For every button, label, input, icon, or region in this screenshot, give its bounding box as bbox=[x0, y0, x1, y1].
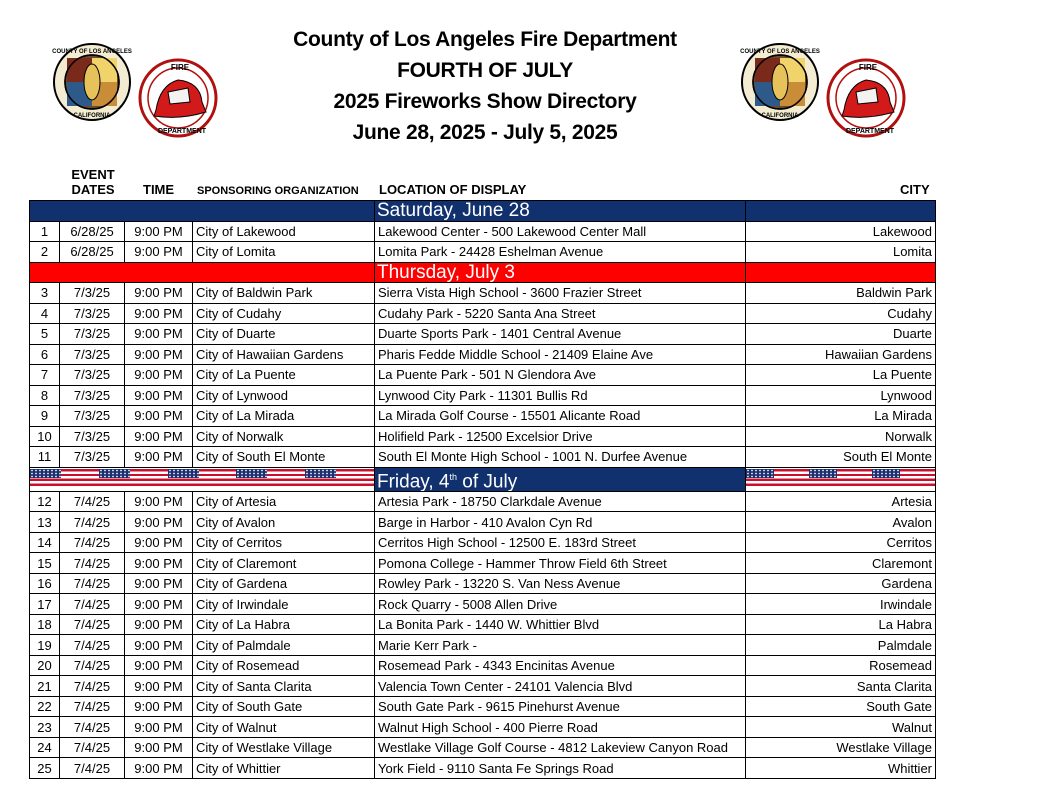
event-date: 7/4/25 bbox=[60, 512, 125, 533]
table-row bbox=[30, 221, 936, 242]
table-row bbox=[30, 324, 936, 345]
event-time: 9:00 PM bbox=[125, 426, 193, 447]
sponsoring-organization: City of Palmdale bbox=[193, 635, 375, 656]
column-header-location: LOCATION OF DISPLAY bbox=[379, 182, 527, 197]
location-of-display: Duarte Sports Park - 1401 Central Avenue bbox=[375, 324, 746, 345]
location-of-display: Valencia Town Center - 24101 Valencia Blvd bbox=[375, 676, 746, 697]
column-header-time: TIME bbox=[143, 182, 175, 197]
event-date: 6/28/25 bbox=[60, 221, 125, 242]
table-row bbox=[30, 676, 936, 697]
american-flag-icon bbox=[236, 469, 305, 486]
event-number: 16 bbox=[30, 573, 60, 594]
title-line-1: County of Los Angeles Fire Department bbox=[293, 28, 677, 51]
city: South Gate bbox=[746, 696, 936, 717]
sponsoring-organization: City of Gardena bbox=[193, 573, 375, 594]
city: Westlake Village bbox=[746, 737, 936, 758]
event-time: 9:00 PM bbox=[125, 406, 193, 427]
event-number: 22 bbox=[30, 696, 60, 717]
american-flag-icon bbox=[99, 469, 168, 486]
table-row bbox=[30, 283, 936, 304]
city: Hawaiian Gardens bbox=[746, 344, 936, 365]
column-header-event-dates bbox=[71, 167, 115, 197]
table-row bbox=[30, 344, 936, 365]
section-header-row bbox=[30, 262, 936, 283]
event-date: 7/3/25 bbox=[60, 406, 125, 427]
sponsoring-organization: City of South Gate bbox=[193, 696, 375, 717]
svg-text:FIRE: FIRE bbox=[170, 63, 190, 72]
american-flag-icon bbox=[30, 469, 99, 486]
sponsoring-organization: City of La Puente bbox=[193, 365, 375, 386]
event-time: 9:00 PM bbox=[125, 283, 193, 304]
table-row bbox=[30, 635, 936, 656]
fire-department-seal-icon bbox=[828, 60, 904, 136]
fireworks-directory-table bbox=[29, 200, 936, 779]
event-date: 7/4/25 bbox=[60, 594, 125, 615]
event-time: 9:00 PM bbox=[125, 655, 193, 676]
event-time: 9:00 PM bbox=[125, 365, 193, 386]
location-of-display: Rock Quarry - 5008 Allen Drive bbox=[375, 594, 746, 615]
event-number: 2 bbox=[30, 242, 60, 263]
location-of-display: Cerritos High School - 12500 E. 183rd Street bbox=[375, 532, 746, 553]
sponsoring-organization: City of La Habra bbox=[193, 614, 375, 635]
event-number: 21 bbox=[30, 676, 60, 697]
title-line-3: 2025 Fireworks Show Directory bbox=[333, 90, 637, 113]
event-date: 7/3/25 bbox=[60, 447, 125, 468]
table-row bbox=[30, 696, 936, 717]
event-number: 13 bbox=[30, 512, 60, 533]
event-time: 9:00 PM bbox=[125, 594, 193, 615]
county-seal-icon bbox=[52, 44, 132, 120]
table-row bbox=[30, 737, 936, 758]
city: Walnut bbox=[746, 717, 936, 738]
event-date: 7/4/25 bbox=[60, 758, 125, 779]
city: South El Monte bbox=[746, 447, 936, 468]
city: La Puente bbox=[746, 365, 936, 386]
event-time: 9:00 PM bbox=[125, 737, 193, 758]
american-flag-icon bbox=[872, 469, 935, 486]
event-number: 3 bbox=[30, 283, 60, 304]
table-row bbox=[30, 512, 936, 533]
city: Cerritos bbox=[746, 532, 936, 553]
location-of-display: Lynwood City Park - 11301 Bullis Rd bbox=[375, 385, 746, 406]
event-number: 5 bbox=[30, 324, 60, 345]
event-time: 9:00 PM bbox=[125, 696, 193, 717]
column-header-dates: DATES bbox=[71, 182, 115, 197]
section-label: Friday, 4th of July bbox=[375, 467, 746, 491]
sponsoring-organization: City of Rosemead bbox=[193, 655, 375, 676]
svg-text:CALIFORNIA: CALIFORNIA bbox=[73, 113, 111, 119]
event-number: 1 bbox=[30, 221, 60, 242]
county-fire-seal-left bbox=[50, 40, 220, 140]
location-of-display: York Field - 9110 Santa Fe Springs Road bbox=[375, 758, 746, 779]
location-of-display: South Gate Park - 9615 Pinehurst Avenue bbox=[375, 696, 746, 717]
location-of-display: Pharis Fedde Middle School - 21409 Elaine Ave bbox=[375, 344, 746, 365]
event-date: 7/4/25 bbox=[60, 491, 125, 512]
city: Claremont bbox=[746, 553, 936, 574]
svg-text:DEPARTMENT: DEPARTMENT bbox=[845, 128, 895, 135]
event-date: 7/3/25 bbox=[60, 426, 125, 447]
city: La Mirada bbox=[746, 406, 936, 427]
table-row bbox=[30, 717, 936, 738]
location-of-display: La Bonita Park - 1440 W. Whittier Blvd bbox=[375, 614, 746, 635]
location-of-display: Lomita Park - 24428 Eshelman Avenue bbox=[375, 242, 746, 263]
city: Cudahy bbox=[746, 303, 936, 324]
svg-text:CALIFORNIA: CALIFORNIA bbox=[761, 113, 799, 119]
table-row bbox=[30, 426, 936, 447]
event-date: 7/4/25 bbox=[60, 676, 125, 697]
table-row bbox=[30, 365, 936, 386]
county-seal-icon bbox=[740, 44, 820, 120]
location-of-display: Westlake Village Golf Course - 4812 Lakeview Canyon Road bbox=[375, 737, 746, 758]
event-date: 7/4/25 bbox=[60, 532, 125, 553]
event-time: 9:00 PM bbox=[125, 491, 193, 512]
table-row bbox=[30, 447, 936, 468]
event-date: 7/3/25 bbox=[60, 385, 125, 406]
event-time: 9:00 PM bbox=[125, 614, 193, 635]
sponsoring-organization: City of Walnut bbox=[193, 717, 375, 738]
table-row bbox=[30, 758, 936, 779]
sponsoring-organization: City of La Mirada bbox=[193, 406, 375, 427]
event-number: 25 bbox=[30, 758, 60, 779]
location-of-display: La Mirada Golf Course - 15501 Alicante Road bbox=[375, 406, 746, 427]
sponsoring-organization: City of Artesia bbox=[193, 491, 375, 512]
event-number: 9 bbox=[30, 406, 60, 427]
column-header-event: EVENT bbox=[71, 167, 115, 182]
sponsoring-organization: City of Whittier bbox=[193, 758, 375, 779]
event-time: 9:00 PM bbox=[125, 447, 193, 468]
location-of-display: Cudahy Park - 5220 Santa Ana Street bbox=[375, 303, 746, 324]
event-number: 8 bbox=[30, 385, 60, 406]
city: Gardena bbox=[746, 573, 936, 594]
event-time: 9:00 PM bbox=[125, 758, 193, 779]
city: Santa Clarita bbox=[746, 676, 936, 697]
svg-text:COUNTY OF LOS ANGELES: COUNTY OF LOS ANGELES bbox=[52, 49, 132, 55]
event-number: 24 bbox=[30, 737, 60, 758]
sponsoring-organization: City of Lynwood bbox=[193, 385, 375, 406]
sponsoring-organization: City of Lomita bbox=[193, 242, 375, 263]
event-number: 4 bbox=[30, 303, 60, 324]
location-of-display: La Puente Park - 501 N Glendora Ave bbox=[375, 365, 746, 386]
event-date: 7/3/25 bbox=[60, 344, 125, 365]
county-fire-seal-right bbox=[738, 40, 908, 140]
event-date: 7/3/25 bbox=[60, 365, 125, 386]
section-header-row bbox=[30, 201, 936, 222]
location-of-display: Sierra Vista High School - 3600 Frazier Street bbox=[375, 283, 746, 304]
table-row bbox=[30, 573, 936, 594]
event-time: 9:00 PM bbox=[125, 242, 193, 263]
event-number: 14 bbox=[30, 532, 60, 553]
sponsoring-organization: City of Avalon bbox=[193, 512, 375, 533]
svg-text:DEPARTMENT: DEPARTMENT bbox=[157, 128, 207, 135]
event-number: 7 bbox=[30, 365, 60, 386]
sponsoring-organization: City of Baldwin Park bbox=[193, 283, 375, 304]
location-of-display: Rowley Park - 13220 S. Van Ness Avenue bbox=[375, 573, 746, 594]
event-time: 9:00 PM bbox=[125, 532, 193, 553]
table-row bbox=[30, 594, 936, 615]
location-of-display: Lakewood Center - 500 Lakewood Center Mall bbox=[375, 221, 746, 242]
table-row bbox=[30, 532, 936, 553]
event-number: 15 bbox=[30, 553, 60, 574]
city: Irwindale bbox=[746, 594, 936, 615]
event-date: 7/3/25 bbox=[60, 324, 125, 345]
table-row bbox=[30, 655, 936, 676]
location-of-display: Pomona College - Hammer Throw Field 6th Street bbox=[375, 553, 746, 574]
event-date: 7/4/25 bbox=[60, 737, 125, 758]
sponsoring-organization: City of Duarte bbox=[193, 324, 375, 345]
sponsoring-organization: City of Santa Clarita bbox=[193, 676, 375, 697]
event-date: 7/4/25 bbox=[60, 655, 125, 676]
event-date: 7/4/25 bbox=[60, 553, 125, 574]
event-time: 9:00 PM bbox=[125, 717, 193, 738]
svg-text:COUNTY OF LOS ANGELES: COUNTY OF LOS ANGELES bbox=[740, 49, 820, 55]
event-time: 9:00 PM bbox=[125, 385, 193, 406]
event-number: 19 bbox=[30, 635, 60, 656]
event-date: 7/4/25 bbox=[60, 635, 125, 656]
table-row bbox=[30, 491, 936, 512]
event-time: 9:00 PM bbox=[125, 573, 193, 594]
table-row bbox=[30, 303, 936, 324]
event-time: 9:00 PM bbox=[125, 303, 193, 324]
event-time: 9:00 PM bbox=[125, 676, 193, 697]
event-number: 6 bbox=[30, 344, 60, 365]
city: Baldwin Park bbox=[746, 283, 936, 304]
sponsoring-organization: City of South El Monte bbox=[193, 447, 375, 468]
sponsoring-organization: City of Hawaiian Gardens bbox=[193, 344, 375, 365]
flag-decoration bbox=[30, 467, 375, 491]
city: Palmdale bbox=[746, 635, 936, 656]
flag-decoration bbox=[746, 467, 936, 491]
fire-department-seal-icon bbox=[140, 60, 216, 136]
table-row bbox=[30, 385, 936, 406]
event-number: 20 bbox=[30, 655, 60, 676]
event-number: 18 bbox=[30, 614, 60, 635]
section-label: Saturday, June 28 bbox=[375, 201, 746, 222]
location-of-display: Rosemead Park - 4343 Encinitas Avenue bbox=[375, 655, 746, 676]
city: Lakewood bbox=[746, 221, 936, 242]
svg-text:FIRE: FIRE bbox=[858, 63, 878, 72]
sponsoring-organization: City of Lakewood bbox=[193, 221, 375, 242]
city: Whittier bbox=[746, 758, 936, 779]
sponsoring-organization: City of Cerritos bbox=[193, 532, 375, 553]
event-time: 9:00 PM bbox=[125, 512, 193, 533]
table-row bbox=[30, 406, 936, 427]
location-of-display: Artesia Park - 18750 Clarkdale Avenue bbox=[375, 491, 746, 512]
event-date: 7/4/25 bbox=[60, 717, 125, 738]
column-header-org: SPONSORING ORGANIZATION bbox=[197, 185, 359, 197]
event-date: 7/3/25 bbox=[60, 303, 125, 324]
title-line-4: June 28, 2025 - July 5, 2025 bbox=[352, 121, 618, 144]
city: Duarte bbox=[746, 324, 936, 345]
event-time: 9:00 PM bbox=[125, 221, 193, 242]
event-date: 7/4/25 bbox=[60, 573, 125, 594]
sponsoring-organization: City of Cudahy bbox=[193, 303, 375, 324]
event-time: 9:00 PM bbox=[125, 324, 193, 345]
event-number: 23 bbox=[30, 717, 60, 738]
location-of-display: South El Monte High School - 1001 N. Durfee Avenue bbox=[375, 447, 746, 468]
sponsoring-organization: City of Irwindale bbox=[193, 594, 375, 615]
american-flag-icon bbox=[746, 469, 809, 486]
table-row bbox=[30, 614, 936, 635]
table-row bbox=[30, 553, 936, 574]
section-header-row bbox=[30, 467, 936, 491]
city: Lynwood bbox=[746, 385, 936, 406]
event-number: 12 bbox=[30, 491, 60, 512]
city: Lomita bbox=[746, 242, 936, 263]
event-number: 11 bbox=[30, 447, 60, 468]
event-date: 7/3/25 bbox=[60, 283, 125, 304]
sponsoring-organization: City of Norwalk bbox=[193, 426, 375, 447]
city: La Habra bbox=[746, 614, 936, 635]
event-time: 9:00 PM bbox=[125, 635, 193, 656]
american-flag-icon bbox=[168, 469, 237, 486]
american-flag-icon bbox=[809, 469, 872, 486]
sponsoring-organization: City of Claremont bbox=[193, 553, 375, 574]
location-of-display: Holifield Park - 12500 Excelsior Drive bbox=[375, 426, 746, 447]
section-label: Thursday, July 3 bbox=[375, 262, 746, 283]
location-of-display: Marie Kerr Park - bbox=[375, 635, 746, 656]
event-date: 6/28/25 bbox=[60, 242, 125, 263]
city: Rosemead bbox=[746, 655, 936, 676]
location-of-display: Barge in Harbor - 410 Avalon Cyn Rd bbox=[375, 512, 746, 533]
event-time: 9:00 PM bbox=[125, 553, 193, 574]
event-number: 10 bbox=[30, 426, 60, 447]
document-title bbox=[230, 24, 740, 148]
event-date: 7/4/25 bbox=[60, 614, 125, 635]
table-row bbox=[30, 242, 936, 263]
location-of-display: Walnut High School - 400 Pierre Road bbox=[375, 717, 746, 738]
title-line-2: FOURTH OF JULY bbox=[397, 59, 573, 82]
city: Norwalk bbox=[746, 426, 936, 447]
sponsoring-organization: City of Westlake Village bbox=[193, 737, 375, 758]
event-time: 9:00 PM bbox=[125, 344, 193, 365]
column-header-city: CITY bbox=[900, 182, 930, 197]
american-flag-icon bbox=[305, 469, 374, 486]
city: Artesia bbox=[746, 491, 936, 512]
city: Avalon bbox=[746, 512, 936, 533]
event-date: 7/4/25 bbox=[60, 696, 125, 717]
event-number: 17 bbox=[30, 594, 60, 615]
